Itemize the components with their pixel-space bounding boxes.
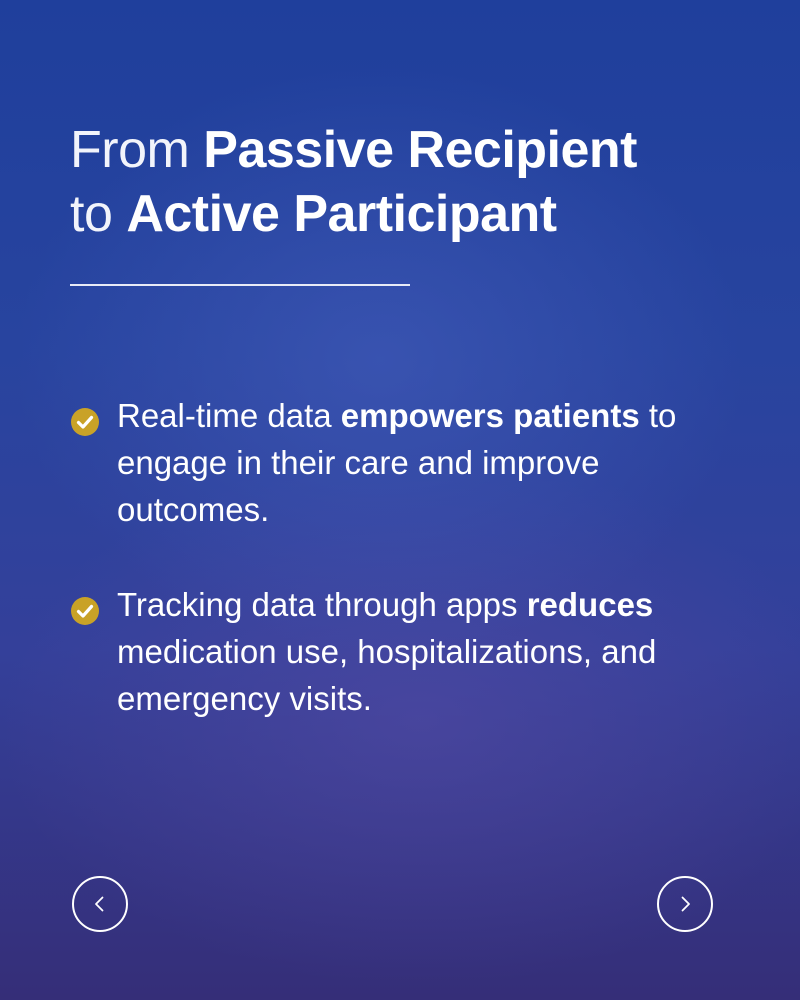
title-line2-light: to bbox=[70, 185, 127, 243]
bullet-text-bold: reduces bbox=[526, 586, 654, 623]
check-circle-icon bbox=[70, 402, 100, 432]
title-line1-light: From bbox=[70, 121, 204, 179]
chevron-left-icon bbox=[90, 894, 110, 914]
title-line1-bold: Passive Recipient bbox=[203, 121, 637, 179]
bullet-text-after: to engage in their care and improve outcomes. bbox=[117, 397, 677, 528]
bullet-text-after: medication use, hospitalizations, and emergency visits. bbox=[117, 633, 657, 717]
bullet-item bbox=[70, 392, 710, 533]
check-circle-icon bbox=[70, 591, 100, 621]
bullet-text-before: Tracking data through apps bbox=[117, 586, 527, 623]
slide-title bbox=[70, 118, 770, 246]
chevron-right-icon bbox=[675, 894, 695, 914]
title-divider bbox=[70, 284, 410, 286]
bullet-text-bold: empowers patients bbox=[340, 397, 640, 434]
bullet-list bbox=[70, 392, 710, 770]
bullet-item bbox=[70, 581, 710, 722]
title-line2-bold: Active Participant bbox=[126, 185, 557, 243]
bullet-text-before: Real-time data bbox=[117, 397, 341, 434]
previous-slide-button[interactable] bbox=[72, 876, 128, 932]
next-slide-button[interactable] bbox=[657, 876, 713, 932]
